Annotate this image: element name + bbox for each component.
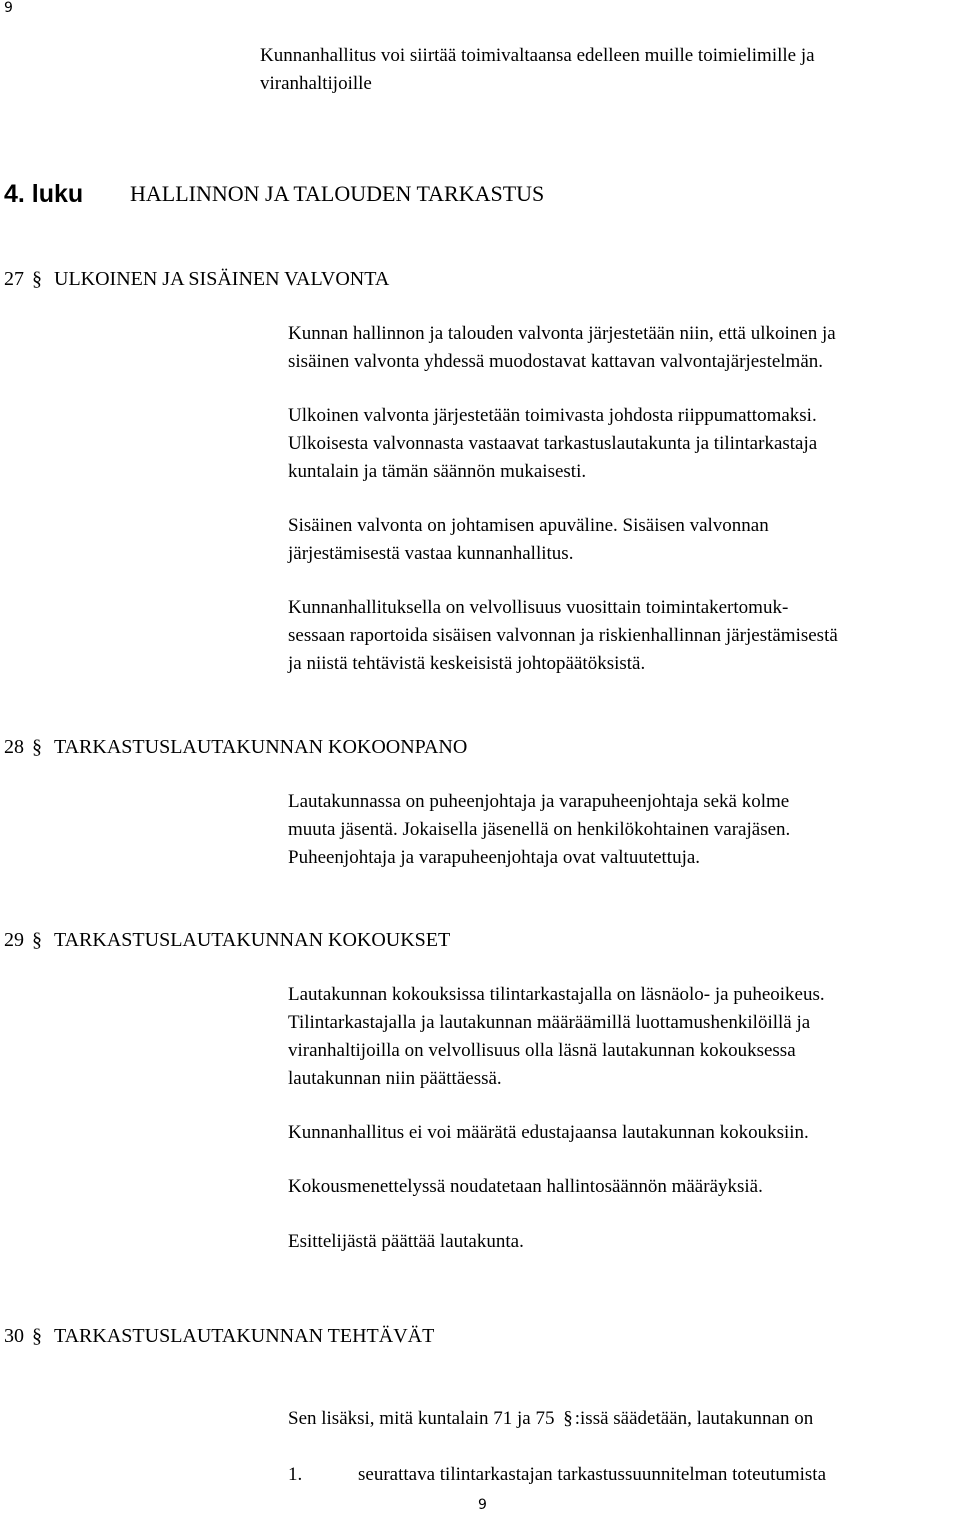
text-line: muuta jäsentä. Jokaisella jäsenellä on henkilökohtainen varajäsen. [288, 819, 791, 840]
text-line: Lautakunnassa on puheenjohtaja ja varapuheenjohtaja sekä kolme [288, 791, 790, 812]
text-line: sessaan raportoida sisäisen valvonnan ja riskienhallinnan järjestämisestä [288, 625, 838, 646]
text-line: Tilintarkastajalla ja lautakunnan määräämillä luottamushenkilöillä ja [288, 1012, 811, 1033]
section-heading-30 [4, 1322, 434, 1350]
text-line: Ulkoisesta valvonnasta vastaavat tarkastuslautakunta ja tilintarkastaja [288, 433, 818, 454]
chapter-number: 4. luku [4, 180, 84, 208]
text-line: Lautakunnan kokouksissa tilintarkastajalla on läsnäolo- ja puheoikeus. [288, 984, 825, 1005]
text-line: viranhaltijoille [260, 73, 372, 94]
text-line: kuntalain ja tämän säännön mukaisesti. [288, 461, 587, 482]
section-sign: § [32, 1325, 42, 1347]
text-line: Ulkoinen valvonta järjestetään toimivasta johdosta riippumattomaksi. [288, 405, 817, 426]
text-line: lautakunnan niin päättäessä. [288, 1068, 502, 1089]
text-fragment: :issä säädetään, lautakunnan on [574, 1408, 814, 1429]
paragraph [288, 1405, 813, 1433]
paragraph [288, 788, 790, 872]
section-sign: § [32, 736, 42, 758]
paragraph [288, 1119, 809, 1147]
text-line: ja niistä tehtävistä keskeisistä johtopäätöksistä. [288, 653, 646, 674]
paragraph [288, 594, 838, 678]
text-line: järjestämisestä vastaa kunnanhallitus. [288, 543, 574, 564]
text-line: Kunnanhallituksella on velvollisuus vuosittain toimintakertomuk- [288, 597, 789, 618]
paragraph [288, 981, 825, 1093]
intro-paragraph [260, 42, 815, 98]
paragraph [288, 320, 836, 376]
text-line: Kunnan hallinnon ja talouden valvonta järjestetään niin, että ulkoinen ja [288, 323, 836, 344]
section-number: 30 [4, 1325, 24, 1347]
section-sign: § [32, 268, 42, 290]
text-fragment: Sen lisäksi, mitä kuntalain 71 ja 75 [288, 1408, 560, 1429]
section-heading-28 [4, 733, 467, 761]
paragraph [288, 402, 817, 486]
text-line: Kunnanhallitus ei voi määrätä edustajaansa lautakunnan kokouksiin. [288, 1122, 809, 1143]
text-line: Kunnanhallitus voi siirtää toimivaltaansa edelleen muille toimielimille ja [260, 45, 815, 66]
section-heading-27 [4, 265, 389, 293]
section-heading-29 [4, 926, 450, 954]
section-number: 29 [4, 929, 24, 951]
paragraph [288, 512, 769, 568]
section-title: ULKOINEN JA SISÄINEN VALVONTA [54, 268, 390, 290]
text-line: Puheenjohtaja ja varapuheenjohtaja ovat valtuutettuja. [288, 847, 701, 868]
text-line: viranhaltijoilla on velvollisuus olla läsnä lautakunnan kokouksessa [288, 1040, 796, 1061]
paragraph [288, 1173, 763, 1201]
page-number-bottom: 9 [478, 1497, 487, 1513]
list-marker: 1. [288, 1464, 303, 1485]
section-sign: § [32, 929, 42, 951]
paragraph [288, 1228, 524, 1256]
text-line: Esittelijästä päättää lautakunta. [288, 1231, 524, 1252]
text-line: Kokousmenettelyssä noudatetaan hallintosäännön määräyksiä. [288, 1176, 763, 1197]
section-sign: § [563, 1408, 573, 1429]
section-number: 27 [4, 268, 24, 290]
text-line: sisäinen valvonta yhdessä muodostavat kattavan valvontajärjestelmän. [288, 351, 824, 372]
page-number-top: 9 [4, 0, 13, 16]
section-title: TARKASTUSLAUTAKUNNAN KOKOUKSET [54, 929, 451, 951]
list-item [288, 1461, 302, 1489]
section-title: TARKASTUSLAUTAKUNNAN TEHTÄVÄT [54, 1325, 435, 1347]
text-line: Sisäinen valvonta on johtamisen apuväline. Sisäisen valvonnan [288, 515, 769, 536]
section-number: 28 [4, 736, 24, 758]
section-title: TARKASTUSLAUTAKUNNAN KOKOONPANO [54, 736, 468, 758]
chapter-title: HALLINNON JA TALOUDEN TARKASTUS [130, 181, 545, 206]
text-line [288, 1405, 813, 1433]
list-item-text: seurattava tilintarkastajan tarkastussuunnitelman toteutumista [358, 1464, 827, 1485]
